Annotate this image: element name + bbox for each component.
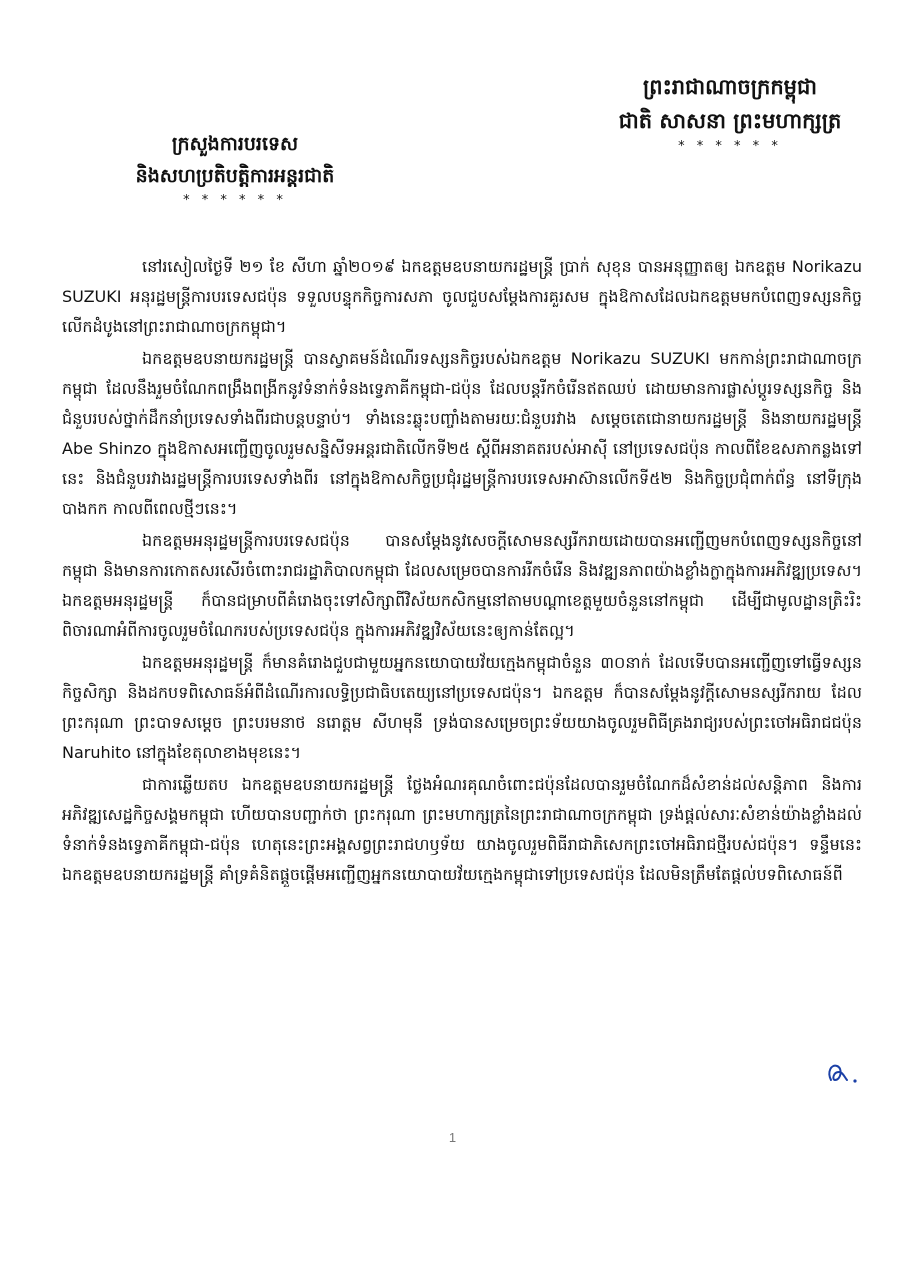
page-number: 1 bbox=[448, 1130, 457, 1145]
kingdom-stars: * * * * * * bbox=[678, 139, 782, 154]
kingdom-title: ព្រះរាជាណាចក្រកម្ពុជា bbox=[642, 74, 817, 99]
ministry-stars: * * * * * * bbox=[183, 193, 287, 208]
document-body bbox=[62, 252, 862, 892]
paragraph-4: ឯកឧត្តមអនុរដ្ឋមន្ត្រី ក៏មានគំរោងជួបជាមួយអ្នកនយោបាយវ័យក្មេងកម្ពុជាចំនួន ៣០នាក់ ដែលទើបបានអញ្ជើញទៅធ្វើទស្សនកិច្ចសិក្សា និងដកបទពិសោធន៍អំពីដំណើរការលទ្ធិប្រជាធិបតេយ្យនៅប្រទេសជប៉ុន។ ឯកឧត្តម ក៏បានសម្តែងនូវក្តីសោមនស្សរីករាយ ដែលព្រះករុណា ព្រះបាទសម្តេច ព្រះបរមនាថ នរោត្តម សីហមុនី ទ្រង់បានសម្រេចព្រះទ័យយាងចូលរួមពិធីគ្រងរាជ្យរបស់ព្រះចៅអធិរាជជប៉ុន Naruhito នៅក្នុងខែតុលាខាងមុខនេះ។ bbox=[62, 653, 862, 762]
kingdom-motto: ជាតិ សាសនា ព្រះមហាក្សត្រ bbox=[618, 108, 842, 133]
ministry-subtitle: និងសហប្រតិបត្តិការអន្តរជាតិ bbox=[135, 165, 335, 187]
ministry-title: ក្រសួងការបរទេស bbox=[171, 133, 299, 155]
paragraph-3: ឯកឧត្តមអនុរដ្ឋមន្ត្រីការបរទេសជប៉ុន បានសម្តែងនូវសេចក្តីសោមនស្សរីករាយដោយបានអញ្ជើញមកបំពេញទស្សនកិច្ចនៅកម្ពុជា និងមានការកោតសរសើរចំពោះរាជរដ្ឋាភិបាលកម្ពុជា ដែលសម្រេចបានការរីកចំរើន និងវឌ្ឍនភាពយ៉ាងខ្លាំងក្លាក្នុងការអភិវឌ្ឍប្រទេស។ ឯកឧត្តមអនុរដ្ឋមន្ត្រី ក៏បានជម្រាបពីគំរោងចុះទៅសិក្សាពីវិស័យកសិកម្មនៅតាមបណ្តាខេត្តមួយចំនួននៅកម្ពុជា ដើម្បីជាមូលដ្ឋានត្រិះរិះពិចារណាអំពីការចូលរួមចំណែករបស់ប្រទេសជប៉ុន ក្នុងការអភិវឌ្ឍវិស័យនេះឲ្យកាន់តែល្អ។ bbox=[62, 531, 862, 640]
signature-icon bbox=[825, 1058, 865, 1088]
paragraph-1: នៅរសៀលថ្ងៃទី ២១ ខែ សីហា ឆ្នាំ២០១៩ ឯកឧត្តមឧបនាយករដ្ឋមន្ត្រី ប្រាក់ សុខុន បានអនុញ្ញាតឲ្យ ឯកឧត្តម Norikazu SUZUKI អនុរដ្ឋមន្ត្រីការបរទេសជប៉ុន ទទួលបន្ទុកកិច្ចការសភា ចូលជួបសម្តែងការគួរសម ក្នុងឱកាសដែលឯកឧត្តមមកបំពេញទស្សនកិច្ចលើកដំបូងនៅព្រះរាជាណាចក្រកម្ពុជា។ bbox=[62, 257, 863, 336]
ministry-header bbox=[100, 128, 370, 210]
kingdom-header bbox=[585, 70, 875, 156]
paragraph-5: ជាការឆ្លើយតប ឯកឧត្តមឧបនាយករដ្ឋមន្ត្រី ថ្លែងអំណរគុណចំពោះជប៉ុនដែលបានរួមចំណែកដ៏សំខាន់ដល់សន្តិភាព និងការអភិវឌ្ឍសេដ្ឋកិច្ចសង្គមកម្ពុជា ហើយបានបញ្ជាក់ថា ព្រះករុណា ព្រះមហាក្សត្រនៃព្រះរាជាណាចក្រកម្ពុជា ទ្រង់ផ្តល់សារៈសំខាន់យ៉ាងខ្លាំងដល់ទំនាក់ទំនងទ្វេភាគីកម្ពុជា-ជប៉ុន ហេតុនេះព្រះអង្គសព្វព្រះរាជហឫទ័យ យាងចូលរួមពិធីរាជាភិសេកព្រះចៅអធិរាជថ្មីរបស់ជប៉ុន។ ទន្ទឹមនេះ ឯកឧត្តមឧបនាយករដ្ឋមន្ត្រី គាំទ្រគំនិតផ្តួចផ្តើមអញ្ជើញអ្នកនយោបាយវ័យក្មេងកម្ពុជាទៅប្រទេសជប៉ុន ដែលមិនត្រឹមតែផ្តល់បទពិសោធន៍ពី bbox=[62, 775, 862, 884]
paragraph-2: ឯកឧត្តមឧបនាយករដ្ឋមន្ត្រី បានស្វាគមន៍ដំណើរទស្សនកិច្ចរបស់ឯកឧត្តម Norikazu SUZUKI មកកាន់ព្រះរាជាណាចក្រកម្ពុជា ដែលនឹងរួមចំណែកពង្រឹងពង្រីកនូវទំនាក់ទំនងទ្វេភាគីកម្ពុជា-ជប៉ុន ដែលបន្តរីកចំរើនឥតឈប់ ដោយមានការផ្លាស់ប្តូរទស្សនកិច្ច និងជំនួបរបស់ថ្នាក់ដឹកនាំប្រទេសទាំងពីរជាបន្តបន្ទាប់។ ទាំងនេះឆ្លុះបញ្ចាំងតាមរយៈជំនួបរវាង សម្តេចតេជោនាយករដ្ឋមន្ត្រី និងនាយករដ្ឋមន្ត្រី Abe Shinzo ក្នុងឱកាសអញ្ជើញចូលរួមសន្និសីទអន្តរជាតិលើកទី២៥ ស្តីពីអនាគតរបស់អាស៊ី នៅប្រទេសជប៉ុន កាលពីខែឧសភាកន្លងទៅនេះ និងជំនួបរវាងរដ្ឋមន្ត្រីការបរទេសទាំងពីរ នៅក្នុងឱកាសកិច្ចប្រជុំរដ្ឋមន្ត្រីការបរទេសអាស៊ានលើកទី៥២ និងកិច្ចប្រជុំពាក់ព័ន្ធ នៅទីក្រុងបាងកក កាលពីពេលថ្មីៗនេះ។ bbox=[62, 349, 862, 518]
